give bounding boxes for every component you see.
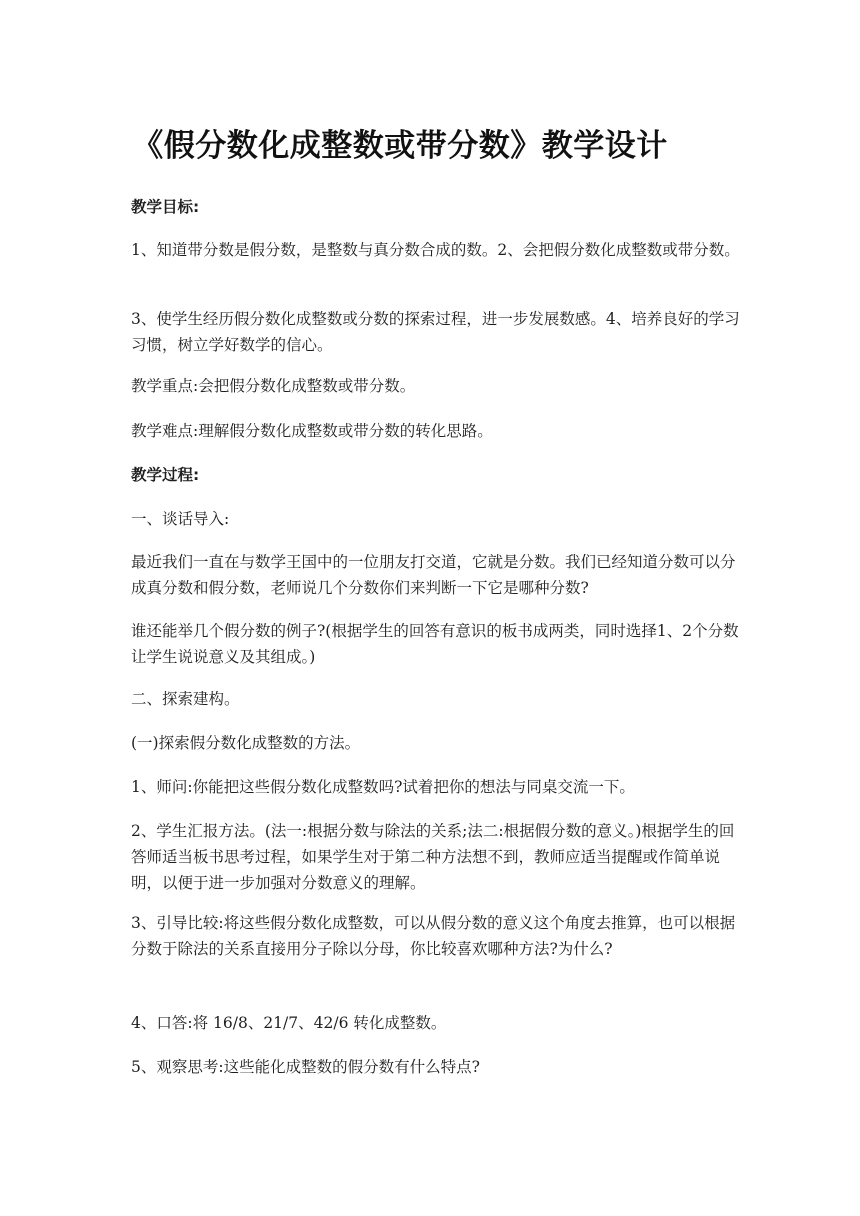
paragraph-part-1-heading: 一、谈话导入:	[131, 510, 230, 528]
paragraph-goal-3-4: 3、使学生经历假分数化成整数或分数的探索过程，进一步发展数感。4、培养良好的学习习惯，树立学好数学的信心。	[131, 310, 740, 354]
paragraph-step-2: 2、学生汇报方法。(法一:根据分数与除法的关系;法二:根据假分数的意义。)根据学生的回答师适当板书思考过程，如果学生对于第二种方法想不到，教师应适当提醒或作简单说明，以便于进一步加强对分数意义的理解。	[131, 822, 735, 892]
paragraph-intro-talk: 最近我们一直在与数学王国中的一位朋友打交道，它就是分数。我们已经知道分数可以分成真分数和假分数，老师说几个分数你们来判断一下它是哪种分数?	[131, 553, 736, 597]
paragraph-key-point: 教学重点:会把假分数化成整数或带分数。	[131, 377, 416, 395]
paragraph-difficulty: 教学难点:理解假分数化成整数或带分数的转化思路。	[131, 422, 493, 440]
paragraph-examples: 谁还能举几个假分数的例子?(根据学生的回答有意识的板书成两类，同时选择1、2个分数让学生说说意义及其组成。)	[131, 622, 739, 666]
paragraph-goal-1-2: 1、知道带分数是假分数，是整数与真分数合成的数。2、会把假分数化成整数或带分数。	[131, 241, 740, 259]
paragraph-step-3: 3、引导比较:将这些假分数化成整数，可以从假分数的意义这个角度去推算，也可以根据分数于除法的关系直接用分子除以分母，你比较喜欢哪种方法?为什么?	[131, 914, 736, 958]
document-title: 《假分数化成整数或带分数》教学设计	[132, 128, 668, 164]
paragraph-step-1: 1、师问:你能把这些假分数化成整数吗?试着把你的想法与同桌交流一下。	[131, 778, 635, 796]
section-heading-teaching-goals: 教学目标:	[131, 198, 200, 216]
paragraph-part-2-heading: 二、探索建构。	[131, 690, 240, 708]
paragraph-subsection-1: (一)探索假分数化成整数的方法。	[131, 734, 361, 752]
section-heading-teaching-process: 教学过程:	[131, 466, 200, 484]
paragraph-step-4: 4、口答:将 16/8、21/7、42/6 转化成整数。	[131, 1014, 447, 1032]
paragraph-step-5: 5、观察思考:这些能化成整数的假分数有什么特点?	[131, 1058, 480, 1076]
